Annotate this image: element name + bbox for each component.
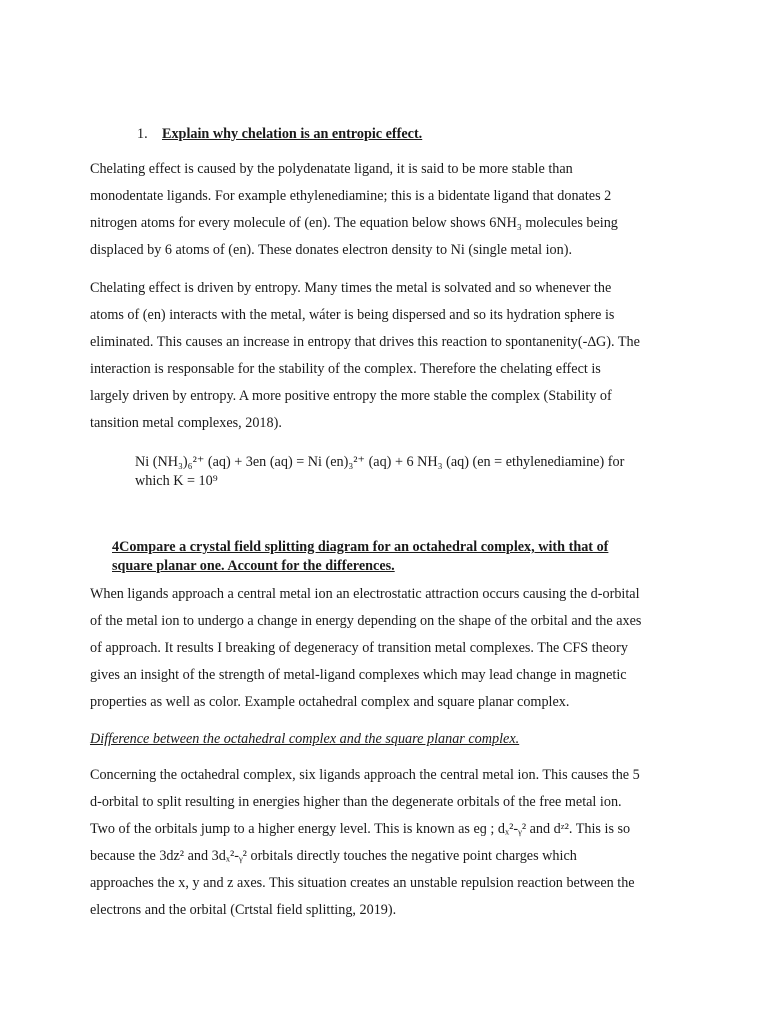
question-4-line-2: square planar one. Account for the differences.	[112, 558, 395, 574]
text-line: tansition metal complexes, 2018).	[90, 415, 282, 431]
text-line: When ligands approach a central metal ion an electrostatic attraction occurs causing the d-orbital	[90, 586, 640, 602]
paragraph-chelation-entropy	[90, 275, 680, 437]
question-4-heading	[112, 538, 608, 576]
question-number: 1.	[137, 126, 148, 142]
text-line: monodentate ligands. For example ethylenediamine; this is a bidentate ligand that donates 2	[90, 188, 612, 204]
chemical-equation	[135, 453, 624, 491]
text-line: electrons and the orbital (Crtstal field splitting, 2019).	[90, 902, 397, 918]
paragraph-octahedral	[90, 762, 680, 924]
text-line: properties as well as color. Example octahedral complex and square planar complex.	[90, 694, 570, 710]
question-1-heading	[137, 126, 422, 143]
paragraph-chelation-intro	[90, 156, 680, 264]
question-title: Explain why chelation is an entropic effect.	[162, 126, 423, 142]
text-line: atoms of (en) interacts with the metal, wáter is being dispersed and so its hydration sphere is	[90, 307, 615, 323]
text-line: of the metal ion to undergo a change in energy depending on the shape of the orbital and the axes	[90, 613, 642, 629]
text-line: Two of the orbitals jump to a higher energy level. This is known as eɡ ; dₓ²-ᵧ² and dᶻ². This is so	[90, 821, 631, 837]
question-4-line-1: 4Compare a crystal field splitting diagram for an octahedral complex, with that of	[112, 539, 609, 555]
text-line: largely driven by entropy. A more positive entropy the more stable the complex (Stability of	[90, 388, 612, 404]
text-line: d-orbital to split resulting in energies higher than the degenerate orbitals of the free metal ion.	[90, 794, 622, 810]
text-line: of approach. It results I breaking of degeneracy of transition metal complexes. The CFS theory	[90, 640, 628, 656]
text-line: approaches the x, y and z axes. This situation creates an unstable repulsion reaction between the	[90, 875, 635, 891]
text-line: displaced by 6 atoms of (en). These donates electron density to Ni (single metal ion).	[90, 242, 572, 258]
text-line: interaction is responsable for the stability of the complex. Therefore the chelating effect is	[90, 361, 601, 377]
text-line: eliminated. This causes an increase in entropy that drives this reaction to spontanenity(-∆G). The	[90, 334, 640, 350]
text-line: Chelating effect is caused by the polydenatate ligand, it is said to be more stable than	[90, 161, 573, 177]
text-line: Chelating effect is driven by entropy. Many times the metal is solvated and so whenever the	[90, 280, 612, 296]
text-line: gives an insight of the strength of metal-ligand complexes which may lead change in magnetic	[90, 667, 627, 683]
text-line: nitrogen atoms for every molecule of (en). The equation below shows 6NH₃ molecules being	[90, 215, 618, 231]
equation-line-2: which K = 10⁹	[135, 473, 218, 489]
paragraph-cfs-intro	[90, 581, 680, 716]
subheading-differences: Difference between the octahedral complex and the square planar complex.	[90, 731, 520, 747]
text-line: because the 3dz² and 3dₓ²-ᵧ² orbitals directly touches the negative point charges which	[90, 848, 577, 864]
equation-line-1: Ni (NH₃)₆²⁺ (aq) + 3en (aq) = Ni (en)₃²⁺ (aq) + 6 NH₃ (aq) (en = ethylenediamine) for	[135, 454, 625, 470]
text-line: Concerning the octahedral complex, six ligands approach the central metal ion. This causes the 5	[90, 767, 640, 783]
